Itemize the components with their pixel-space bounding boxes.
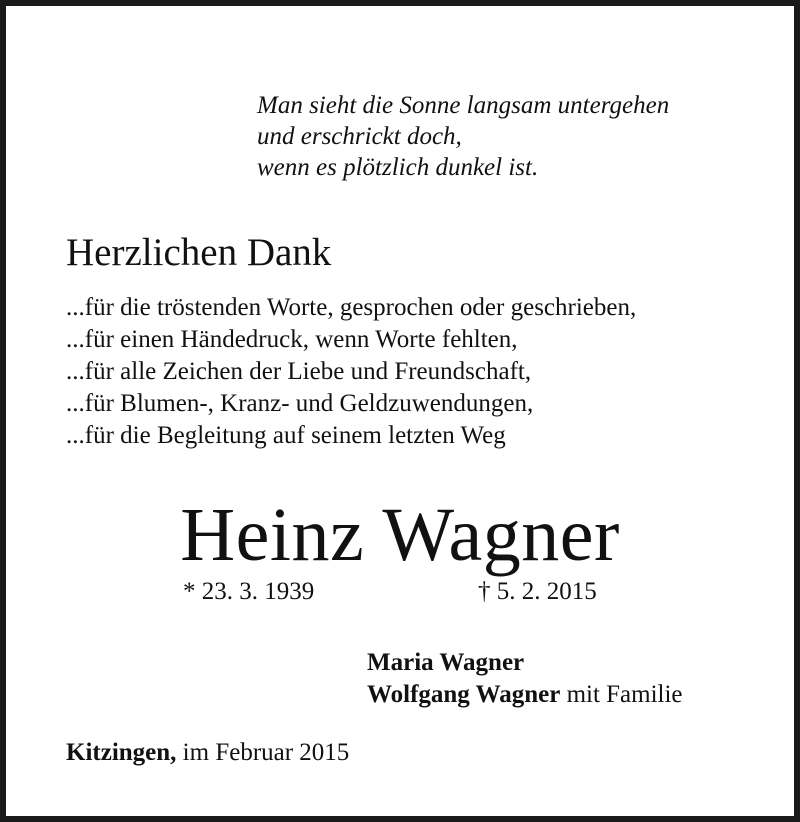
place-name: Kitzingen, (66, 739, 177, 766)
thanks-line: ...für alle Zeichen der Liebe und Freundschaft, (66, 358, 532, 385)
place-date-line (66, 737, 349, 769)
mourners-block (367, 647, 683, 711)
mourner-line (367, 679, 683, 711)
thanks-heading: Herzlichen Dank (66, 231, 332, 274)
mourner-suffix: mit Familie (560, 681, 683, 708)
birth-date: * 23. 3. 1939 (183, 578, 315, 605)
thanks-list (66, 292, 636, 452)
poem-line: wenn es plötzlich dunkel ist. (257, 154, 539, 181)
thanks-line: ...für Blumen-, Kranz- und Geldzuwendungen, (66, 390, 534, 417)
thanks-line: ...für die Begleitung auf seinem letzten Weg (66, 422, 506, 449)
notice-date: im Februar 2015 (176, 739, 350, 766)
mourner-name: Maria Wagner (367, 649, 525, 676)
mourner-name: Wolfgang Wagner (367, 681, 561, 708)
mourner-line (367, 647, 683, 679)
deceased-name: Heinz Wagner (180, 493, 620, 577)
thanks-line: ...für die tröstenden Worte, gesprochen oder geschrieben, (66, 294, 637, 321)
death-date: † 5. 2. 2015 (478, 578, 597, 605)
poem-line: Man sieht die Sonne langsam untergehen (257, 92, 670, 119)
poem-quote (257, 90, 669, 183)
poem-line: und erschrickt doch, (257, 123, 462, 150)
thanks-line: ...für einen Händedruck, wenn Worte fehlten, (66, 326, 518, 353)
